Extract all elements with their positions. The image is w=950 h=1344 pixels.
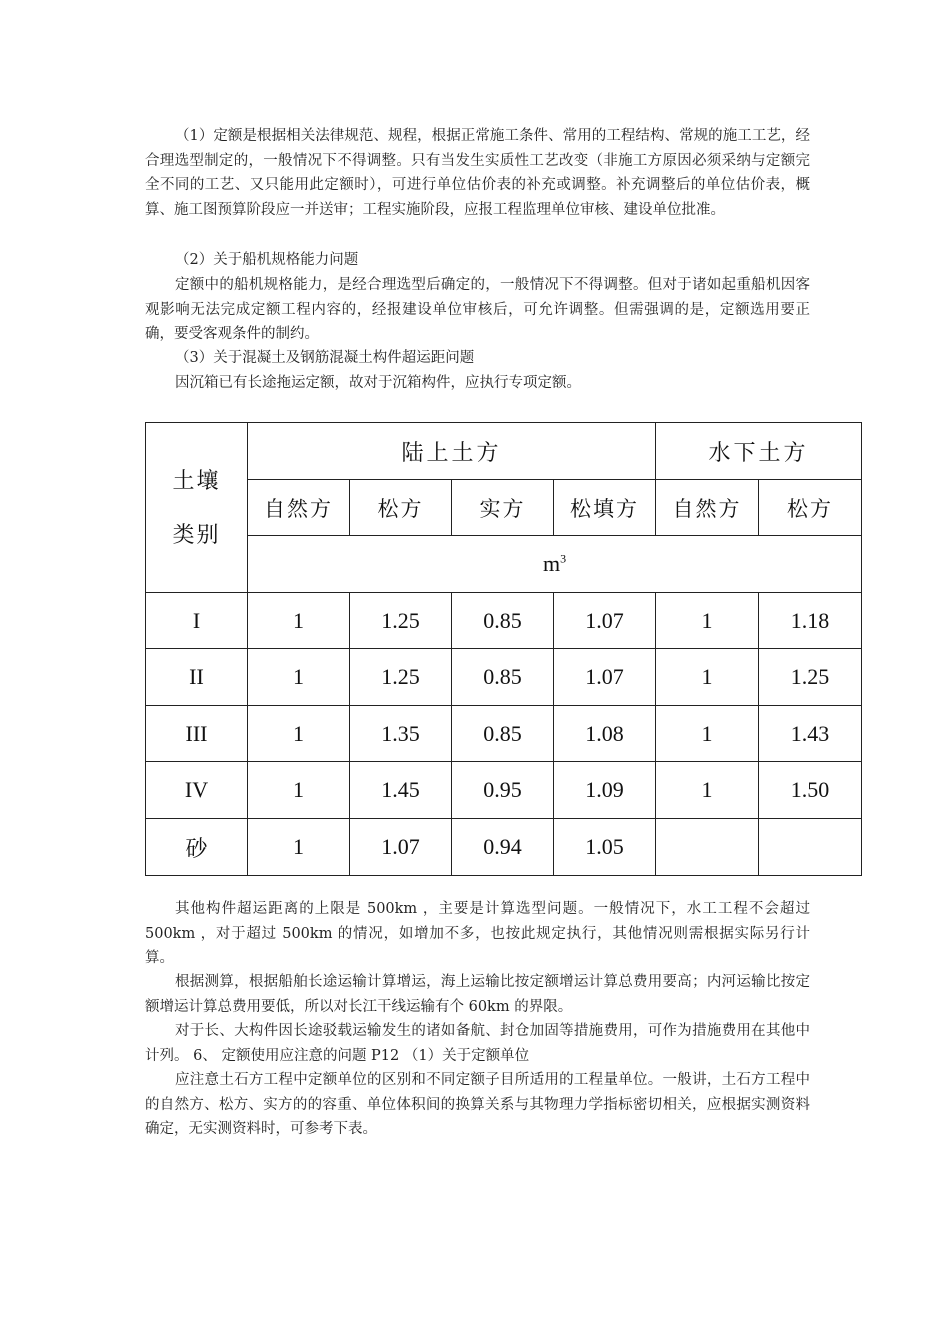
table-cell: 1.08	[554, 706, 656, 762]
heading-concrete-distance: （3）关于混凝土及钢筋混凝土构件超运距问题	[175, 350, 475, 366]
paragraph-measure-costs: 对于长、大构件因长途驳载运输发生的诸如备航、封仓加固等措施费用，可作为措施费用在其他中计列。 6、 定额使用应注意的问题 P12 （1）关于定额单位	[145, 1023, 810, 1064]
column-header: 松填方	[554, 480, 656, 536]
soil-category-header	[146, 423, 248, 593]
soil-conversion-table	[145, 422, 861, 875]
table-cell: 1.07	[350, 819, 452, 876]
table-cell: 1.25	[350, 593, 452, 649]
table-cell: 1	[656, 593, 759, 649]
table-cell: 1.25	[350, 649, 452, 706]
table-cell: 1	[656, 762, 759, 819]
table-cell: 1	[248, 819, 350, 876]
column-header: 松方	[759, 480, 862, 536]
land-earthwork-header: 陆上土方	[248, 423, 656, 480]
row-label: II	[146, 649, 248, 706]
unit-base: m	[542, 551, 561, 576]
table-cell: 0.95	[452, 762, 554, 819]
table-cell: 1.07	[554, 593, 656, 649]
paragraph-ship-transport: 根据测算，根据船舶长途运输计算增运，海上运输比按定额增运计算总费用要高；内河运输比按定额增运计算总费用要低，所以对长江干线运输有个 60km 的界限。	[145, 974, 810, 1015]
table-cell	[656, 819, 759, 876]
table-cell: 1	[248, 762, 350, 819]
table-cell: 1	[656, 649, 759, 706]
paragraph-quota-units: 应注意土石方工程中定额单位的区别和不同定额子目所适用的工程量单位。一般讲，土石方工程中的自然方、松方、实方的的容重、单位体积间的换算关系与其物理力学指标密切相关，应根据实测资料确定，无实测资料时，可参考下表。	[145, 1072, 810, 1137]
table-cell: 1	[248, 706, 350, 762]
table-cell: 1.25	[759, 649, 862, 706]
row-label: III	[146, 706, 248, 762]
table-cell: 0.85	[452, 649, 554, 706]
table-cell	[759, 819, 862, 876]
heading-ship-machine: （2）关于船机规格能力问题	[175, 252, 359, 268]
column-header: 自然方	[656, 480, 759, 536]
table-cell: 1.07	[554, 649, 656, 706]
table-cell: 1	[656, 706, 759, 762]
table-cell: 1	[248, 649, 350, 706]
paragraph-500km-limit: 其他构件超运距离的上限是 500km ，主要是计算选型问题。一般情况下，水工工程不会超过 500km ，对于超过 500km 的情况，如增加不多，也按此规定执行，其他情况则需根据实际另行计算。	[145, 901, 810, 966]
row-label: 砂	[146, 819, 248, 876]
table-cell: 1	[248, 593, 350, 649]
column-header: 自然方	[248, 480, 350, 536]
table-cell: 1.50	[759, 762, 862, 819]
table-cell: 1.43	[759, 706, 862, 762]
underwater-earthwork-header: 水下土方	[656, 423, 862, 480]
table-cell: 1.09	[554, 762, 656, 819]
table-cell: 1.05	[554, 819, 656, 876]
table-cell: 0.94	[452, 819, 554, 876]
paragraph-caisson: 因沉箱已有长途拖运定额，故对于沉箱构件，应执行专项定额。	[175, 375, 581, 391]
table-cell: 1.35	[350, 706, 452, 762]
column-header: 实方	[452, 480, 554, 536]
table-cell: 0.85	[452, 706, 554, 762]
table-cell: 1.45	[350, 762, 452, 819]
paragraph-quota-adjustment: （1）定额是根据相关法律规范、规程，根据正常施工条件、常用的工程结构、常规的施工工艺，经合理选型制定的，一般情况下不得调整。只有当发生实质性工艺改变（非施工方原因必须采纳与定额完全不同的工艺、又只能用此定额时），可进行单位估价表的补充或调整。补充调整后的单位估价表，概算、施工图预算阶段应一并送审；工程实施阶段，应报工程监理单位审核、建设单位批准。	[145, 128, 810, 218]
unit-exponent: 3	[560, 551, 567, 566]
table-cell: 0.85	[452, 593, 554, 649]
row-label: I	[146, 593, 248, 649]
paragraph-ship-machine: 定额中的船机规格能力，是经合理选型后确定的，一般情况下不得调整。但对于诸如起重船机因客观影响无法完成定额工程内容的，经报建设单位审核后，可允许调整。但需强调的是，定额选用要正确，要受客观条件的制约。	[145, 277, 810, 342]
table-cell: 1.18	[759, 593, 862, 649]
soil-category-line1: 土壤	[172, 467, 221, 493]
row-label: IV	[146, 762, 248, 819]
soil-category-line2: 类别	[172, 521, 221, 547]
column-header: 松方	[350, 480, 452, 536]
unit-cell	[248, 536, 862, 593]
